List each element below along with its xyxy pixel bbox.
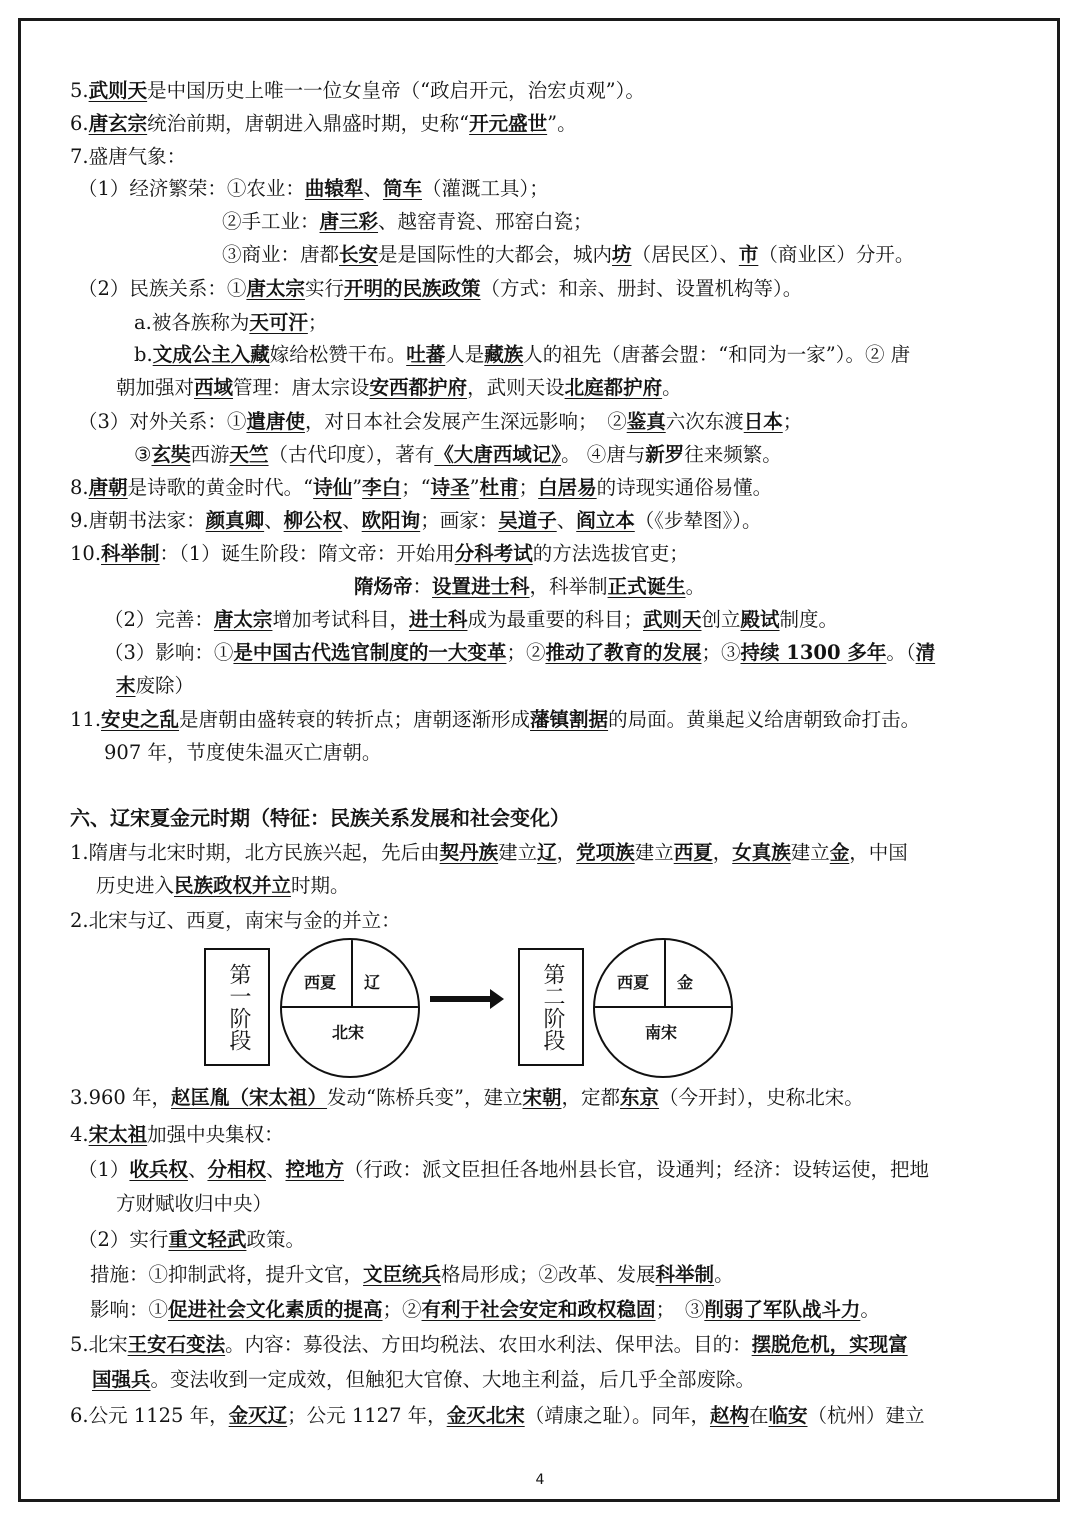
text-run: ； ③ bbox=[655, 1298, 705, 1321]
text-line bbox=[90, 1260, 734, 1290]
key-term: 筒车 bbox=[382, 177, 422, 200]
text-run: 、 bbox=[556, 509, 577, 532]
text-run: ， bbox=[556, 841, 577, 864]
text-run: 。 bbox=[662, 376, 682, 399]
key-term: 科举制 bbox=[101, 542, 160, 565]
key-term: 诗圣 bbox=[430, 476, 470, 499]
text-run: 方财赋收归中央） bbox=[116, 1192, 273, 1215]
text-run: a.被各族称为 bbox=[134, 311, 250, 334]
text-line bbox=[70, 906, 401, 936]
text-run: ； bbox=[518, 476, 539, 499]
text-line bbox=[222, 240, 914, 270]
text-run: 9.唐朝书法家： bbox=[70, 509, 206, 532]
text-run: 建立 bbox=[790, 841, 830, 864]
text-run: 11. bbox=[70, 708, 102, 731]
key-term: 诗仙 bbox=[313, 476, 353, 499]
text-run: 统治前期，唐朝进入鼎盛时期，史称“ bbox=[147, 112, 470, 135]
text-line bbox=[78, 274, 802, 304]
text-run: （2）民族关系：① bbox=[78, 277, 247, 300]
text-run: （3）影响：① bbox=[104, 641, 234, 664]
text-run: 六、辽宋夏金元时期（特征：民族关系发展和社会变化） bbox=[70, 806, 570, 830]
text-line bbox=[104, 638, 935, 668]
key-term: 玄奘 bbox=[151, 443, 191, 466]
key-term: 藩镇割据 bbox=[530, 708, 609, 731]
text-run: 。（ bbox=[886, 641, 916, 664]
key-term: 金 bbox=[829, 841, 850, 864]
text-run: （古代印度），著有 bbox=[268, 443, 435, 466]
text-run: ，科举制 bbox=[529, 575, 608, 598]
text-run: 。 bbox=[860, 1298, 880, 1321]
text-line bbox=[70, 1120, 284, 1150]
key-term: 金灭辽 bbox=[228, 1404, 288, 1427]
text-run: （商业区）分开。 bbox=[758, 243, 915, 266]
text-run: 新罗 bbox=[645, 443, 685, 466]
text-run: （靖康之耻）。同年， bbox=[524, 1404, 710, 1427]
key-term: 契丹族 bbox=[439, 841, 499, 864]
text-run: ③ bbox=[134, 443, 152, 466]
text-run: 制度。 bbox=[779, 608, 839, 631]
key-term: 推动了教育的发展 bbox=[545, 641, 702, 664]
key-term: 《大唐西域记》 bbox=[434, 443, 562, 466]
text-run: 历史进入 bbox=[96, 874, 175, 897]
text-run: 。 bbox=[714, 1263, 734, 1286]
text-line bbox=[70, 1083, 864, 1113]
key-term: 宋太祖 bbox=[88, 1123, 148, 1146]
key-term: 辽 bbox=[537, 841, 557, 864]
text-run: ；“ bbox=[401, 476, 431, 499]
text-run: （《步辇图》）。 bbox=[634, 509, 762, 532]
text-run: 、 bbox=[363, 177, 383, 200]
text-run: ” bbox=[352, 476, 363, 499]
text-run: 六次东渡 bbox=[665, 410, 744, 433]
text-run: ：（1）诞生阶段：隋文帝：开始用 bbox=[159, 542, 455, 565]
key-term: 控地方 bbox=[285, 1158, 344, 1181]
text-run: （杭州）建立 bbox=[807, 1404, 925, 1427]
key-term: 重文轻武 bbox=[168, 1228, 247, 1251]
key-term: 摆脱危机，实现富 bbox=[751, 1333, 908, 1356]
text-line bbox=[116, 1189, 272, 1219]
text-line bbox=[70, 1330, 908, 1360]
key-term: 市 bbox=[738, 243, 759, 266]
circle1-bottom: 北宋 bbox=[332, 1023, 365, 1042]
text-run: ；② bbox=[506, 641, 546, 664]
text-run: （3）对外关系：① bbox=[78, 410, 247, 433]
key-term: 唐三彩 bbox=[319, 210, 379, 233]
key-term: 科举制 bbox=[655, 1263, 715, 1286]
text-run: 、 bbox=[342, 509, 362, 532]
text-run: 1.隋唐与北宋时期，北方民族兴起，先后由 bbox=[70, 841, 440, 864]
text-line bbox=[104, 605, 838, 635]
key-term: 分相权 bbox=[207, 1158, 266, 1181]
arrow-icon bbox=[430, 996, 492, 1002]
text-run: 、 bbox=[264, 509, 284, 532]
key-term: 天可汗 bbox=[249, 311, 308, 334]
text-run: 的诗现实通俗易懂。 bbox=[596, 476, 773, 499]
text-run: 废除） bbox=[135, 674, 195, 697]
text-run: 朝加强对 bbox=[116, 376, 195, 399]
text-line bbox=[70, 142, 186, 172]
text-line bbox=[70, 109, 577, 139]
text-run: 5.北宋 bbox=[70, 1333, 128, 1356]
text-run: （今开封），史称北宋。 bbox=[659, 1086, 864, 1109]
text-run: 是唐朝由盛转衰的转折点；唐朝逐渐形成 bbox=[179, 708, 531, 731]
text-run: 往来频繁。 bbox=[684, 443, 782, 466]
text-run: 、 bbox=[187, 1158, 208, 1181]
key-term: 颜真卿 bbox=[205, 509, 265, 532]
text-line bbox=[90, 1295, 880, 1325]
key-term: 文臣统兵 bbox=[363, 1263, 442, 1286]
text-run: （方式：和亲、册封、设置机构等）。 bbox=[480, 277, 803, 300]
circle1-top-right: 辽 bbox=[364, 973, 381, 992]
key-term: 宋朝 bbox=[522, 1086, 562, 1109]
text-run: 在 bbox=[748, 1404, 769, 1427]
text-run: 5. bbox=[70, 79, 89, 102]
text-line bbox=[134, 308, 327, 338]
stage-one-label: 第一阶段 bbox=[204, 948, 270, 1066]
text-run: 成为最重要的科目； bbox=[467, 608, 643, 631]
text-run: ；② bbox=[382, 1298, 422, 1321]
key-term: 白居易 bbox=[538, 476, 597, 499]
text-run: 建立 bbox=[498, 841, 538, 864]
key-term: 女真族 bbox=[732, 841, 791, 864]
stage-one-circle bbox=[280, 938, 420, 1078]
text-run: 6.公元 1125 年， bbox=[70, 1404, 229, 1427]
text-line bbox=[354, 572, 705, 602]
key-term: 武则天 bbox=[88, 79, 148, 102]
text-run: 6. bbox=[70, 112, 89, 135]
text-run: 。 ④唐与 bbox=[561, 443, 646, 466]
key-term: 金灭北宋 bbox=[446, 1404, 525, 1427]
text-run: 、 bbox=[265, 1158, 286, 1181]
key-term: 收兵权 bbox=[129, 1158, 188, 1181]
circle2-top-right: 金 bbox=[677, 973, 694, 992]
text-run: 2.北宋与辽、西夏，南宋与金的并立： bbox=[70, 909, 401, 932]
key-term: 赵构 bbox=[709, 1404, 749, 1427]
text-run: ②手工业： bbox=[222, 210, 320, 233]
circle1-top-left: 西夏 bbox=[304, 973, 337, 992]
text-run: （2）完善： bbox=[104, 608, 214, 631]
key-term: 开元盛世 bbox=[469, 112, 548, 135]
key-term: 民族政权并立 bbox=[174, 874, 292, 897]
text-line bbox=[134, 440, 782, 470]
circle2-top-left: 西夏 bbox=[617, 973, 650, 992]
key-term: 设置进士科 bbox=[432, 575, 530, 598]
key-term: 李白 bbox=[362, 476, 402, 499]
text-line bbox=[70, 473, 772, 503]
key-term: 北庭都护府 bbox=[564, 376, 663, 399]
text-run: ③商业：唐都 bbox=[222, 243, 340, 266]
key-term: 遣唐使 bbox=[246, 410, 305, 433]
text-run: 907 年，节度使朱温灭亡唐朝。 bbox=[104, 741, 382, 764]
text-run: （1）经济繁荣：①农业： bbox=[78, 177, 305, 200]
key-term: 吐蕃 bbox=[406, 343, 446, 366]
text-line bbox=[78, 174, 549, 204]
key-term: 削弱了军队战斗力 bbox=[704, 1298, 861, 1321]
text-run: ： bbox=[412, 575, 433, 598]
text-run: 8. bbox=[70, 476, 89, 499]
key-term: 末 bbox=[116, 674, 136, 697]
key-term: 赵匡胤（宋太祖） bbox=[171, 1086, 328, 1109]
text-run: 政策。 bbox=[246, 1228, 305, 1251]
key-term: 鉴真 bbox=[626, 410, 666, 433]
key-term: 欧阳询 bbox=[361, 509, 421, 532]
text-run: 影响：① bbox=[90, 1298, 169, 1321]
text-run: 。内容：募役法、方田均税法、农田水利法、保甲法。目的： bbox=[225, 1333, 752, 1356]
text-run: ；③ bbox=[701, 641, 741, 664]
text-run: 是诗歌的黄金时代。“ bbox=[127, 476, 314, 499]
key-term: 武则天 bbox=[642, 608, 702, 631]
text-run: ， bbox=[712, 841, 733, 864]
text-run: 创立 bbox=[701, 608, 741, 631]
key-term: 清 bbox=[915, 641, 936, 664]
text-run: b. bbox=[134, 343, 153, 366]
text-run: ，武则天设 bbox=[467, 376, 565, 399]
text-line bbox=[78, 407, 802, 437]
key-term: 正式诞生 bbox=[607, 575, 686, 598]
key-term: 安西都护府 bbox=[369, 376, 468, 399]
key-term: 东京 bbox=[620, 1086, 660, 1109]
key-term: 阎立本 bbox=[576, 509, 635, 532]
text-run: 。变法收到一定成效，但触犯大官僚、大地主利益，后几乎全部废除。 bbox=[150, 1368, 756, 1391]
text-run: 的局面。黄巢起义给唐朝致命打击。 bbox=[608, 708, 921, 731]
text-line bbox=[116, 671, 194, 701]
text-run: 人的祖先（唐蕃会盟：“和同为一家”）。② 唐 bbox=[523, 343, 911, 366]
key-term: 王安石变法 bbox=[127, 1333, 226, 1356]
key-term: 长安 bbox=[339, 243, 379, 266]
text-run: 3.960 年， bbox=[70, 1086, 172, 1109]
text-run: 建立 bbox=[634, 841, 674, 864]
text-run: 是是国际性的大都会，城内 bbox=[378, 243, 613, 266]
stage-two-label: 第二阶段 bbox=[518, 948, 584, 1066]
key-term: 西域 bbox=[194, 376, 234, 399]
key-term: 文成公主入藏 bbox=[152, 343, 270, 366]
text-run: 隋炀帝 bbox=[354, 575, 413, 598]
text-run: 嫁给松赞干布。 bbox=[269, 343, 407, 366]
text-line bbox=[222, 207, 593, 237]
key-term: 西夏 bbox=[673, 841, 713, 864]
page-number: 4 bbox=[535, 1472, 545, 1488]
text-line bbox=[70, 76, 645, 106]
key-term: 唐玄宗 bbox=[88, 112, 148, 135]
text-run: （行政：派文臣担任各地州县长官，设通判；经济：设转运使，把地 bbox=[344, 1158, 930, 1181]
key-term: 持续 1300 多年 bbox=[740, 641, 887, 664]
text-line bbox=[70, 705, 920, 735]
circle2-bottom: 南宋 bbox=[645, 1023, 678, 1042]
key-term: 藏族 bbox=[484, 343, 524, 366]
text-run: （1） bbox=[78, 1158, 130, 1181]
key-term: 进士科 bbox=[408, 608, 468, 631]
key-term: 唐太宗 bbox=[246, 277, 305, 300]
text-run: 时期。 bbox=[291, 874, 350, 897]
key-term: 唐朝 bbox=[88, 476, 128, 499]
text-run: ； bbox=[307, 311, 328, 334]
text-run: 实行 bbox=[304, 277, 344, 300]
text-run: 格局形成；②改革、发展 bbox=[441, 1263, 656, 1286]
key-term: 杜甫 bbox=[479, 476, 519, 499]
key-term: 临安 bbox=[768, 1404, 808, 1427]
section-heading bbox=[70, 803, 570, 833]
text-run: ，对日本社会发展产生深远影响； ② bbox=[304, 410, 627, 433]
text-run: ” bbox=[469, 476, 480, 499]
key-term: 吴道子 bbox=[498, 509, 557, 532]
text-run: ，中国 bbox=[849, 841, 908, 864]
key-term: 坊 bbox=[612, 243, 632, 266]
key-term: 分科考试 bbox=[454, 542, 533, 565]
text-line bbox=[96, 871, 350, 901]
text-line bbox=[134, 340, 910, 370]
text-run: 增加考试科目， bbox=[272, 608, 409, 631]
text-run: ”。 bbox=[547, 112, 577, 135]
key-term: 有利于社会安定和政权稳固 bbox=[421, 1298, 656, 1321]
text-run: ； bbox=[782, 410, 803, 433]
text-run: 10. bbox=[70, 542, 102, 565]
text-run: 、越窑青瓷、邢窑白瓷； bbox=[378, 210, 593, 233]
text-run: 是中国历史上唯一一位女皇帝（“政启开元，治宏贞观”）。 bbox=[147, 79, 645, 102]
text-run: 加强中央集权： bbox=[147, 1123, 284, 1146]
text-run: 人是 bbox=[445, 343, 485, 366]
text-run: （2）实行 bbox=[78, 1228, 169, 1251]
text-line bbox=[70, 539, 689, 569]
text-line bbox=[70, 838, 908, 868]
text-line bbox=[78, 1225, 305, 1255]
text-run: 。 bbox=[685, 575, 706, 598]
text-line bbox=[78, 1155, 929, 1185]
key-term: 柳公权 bbox=[283, 509, 343, 532]
text-run: 西游 bbox=[190, 443, 230, 466]
text-run: 发动“陈桥兵变”，建立 bbox=[327, 1086, 523, 1109]
text-line bbox=[116, 373, 682, 403]
text-run: （居民区）、 bbox=[631, 243, 739, 266]
text-run: 管理：唐太宗设 bbox=[233, 376, 370, 399]
text-run: 7.盛唐气象： bbox=[70, 145, 187, 168]
stage-two-circle bbox=[593, 938, 733, 1078]
text-line bbox=[70, 506, 762, 536]
text-run: 4. bbox=[70, 1123, 89, 1146]
key-term: 党项族 bbox=[576, 841, 635, 864]
text-run: 措施：①抑制武将，提升文官， bbox=[90, 1263, 364, 1286]
key-term: 促进社会文化素质的提高 bbox=[168, 1298, 383, 1321]
key-term: 曲辕犁 bbox=[304, 177, 364, 200]
key-term: 是中国古代选官制度的一大变革 bbox=[233, 641, 507, 664]
text-line bbox=[92, 1365, 755, 1395]
key-term: 殿试 bbox=[740, 608, 780, 631]
key-term: 开明的民族政策 bbox=[343, 277, 481, 300]
text-line bbox=[70, 1401, 925, 1431]
key-term: 唐太宗 bbox=[213, 608, 273, 631]
key-term: 国强兵 bbox=[92, 1368, 151, 1391]
text-run: （灌溉工具）； bbox=[421, 177, 549, 200]
key-term: 天竺 bbox=[229, 443, 269, 466]
text-run: ；画家： bbox=[420, 509, 499, 532]
key-term: 日本 bbox=[743, 410, 783, 433]
text-line bbox=[104, 738, 381, 768]
regime-diagram bbox=[200, 944, 760, 1074]
text-run: ；公元 1127 年， bbox=[287, 1404, 447, 1427]
key-term: 安史之乱 bbox=[101, 708, 180, 731]
text-run: ，定都 bbox=[561, 1086, 621, 1109]
text-run: 的方法选拔官吏； bbox=[532, 542, 689, 565]
